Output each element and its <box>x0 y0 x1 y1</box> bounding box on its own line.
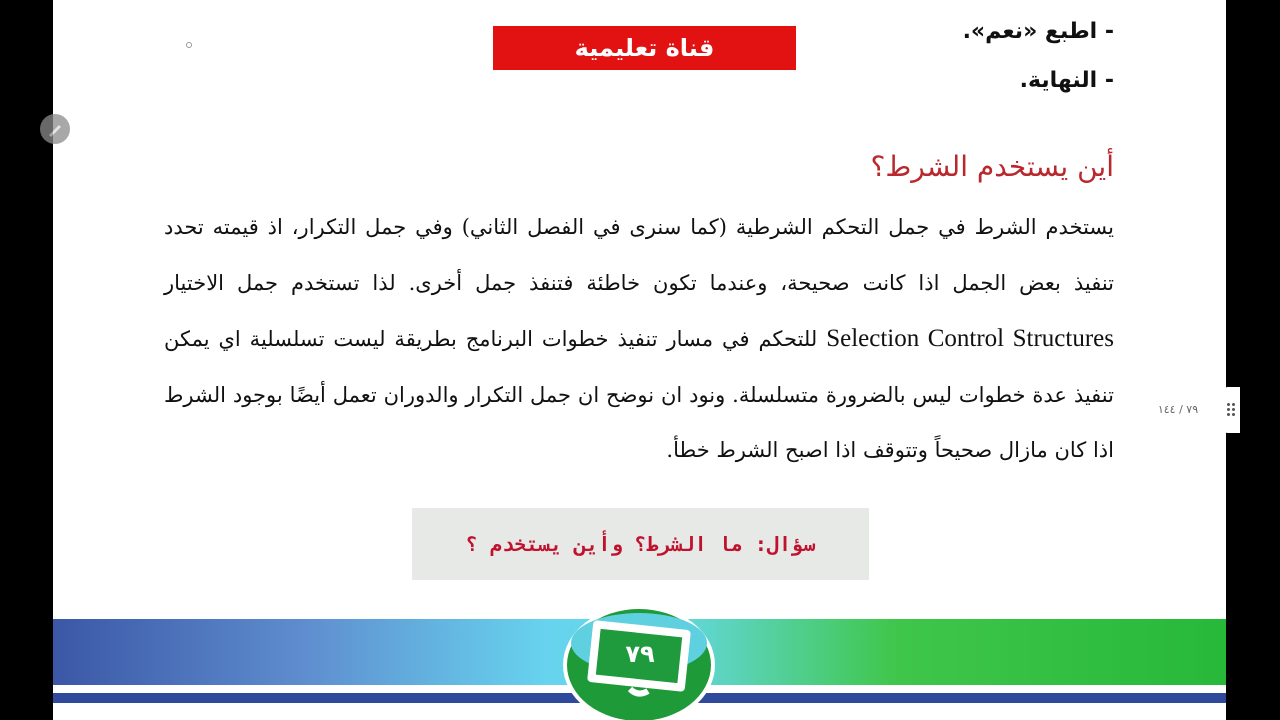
section-paragraph <box>164 200 1114 479</box>
step-print-yes: - اطبع «نعم». <box>962 19 1114 44</box>
question-box <box>412 508 869 580</box>
section-heading: أين يستخدم الشرط؟ <box>870 150 1114 183</box>
paragraph-part-2: للتحكم في مسار تنفيذ خطوات البرنامج بطريقة ليست تسلسلية اي يمكن تنفيذ عدة خطوات ليس بالضرورة متسلسلة. ونود ان نوضح ان جمل التكرار والدوران تعمل أيضًا بوجود الشرط اذا كان مازال صحيحاً وتتوقف اذا اصبح الشرط خطأ. <box>164 327 1114 462</box>
paragraph-part-1: يستخدم الشرط في جمل التحكم الشرطية (كما سنرى في الفصل الثاني) وفي جمل التكرار، اذ قيمته تحدد تنفيذ بعض الجمل اذا كانت صحيحة، وعندما تكون خاطئة فتنفذ جمل أخرى. لذا تستخدم جمل الاختيار <box>164 215 1114 295</box>
page-number: ٧٩ <box>625 640 655 668</box>
paragraph-english-term: Selection Control Structures <box>826 325 1114 352</box>
small-circle-mark <box>186 42 192 48</box>
step-end: - النهاية. <box>1019 68 1114 93</box>
pen-tool-button[interactable] <box>40 114 70 144</box>
document-page <box>53 0 1226 720</box>
pencil-icon <box>40 114 70 144</box>
channel-banner: قناة تعليمية <box>493 26 796 70</box>
page-indicator: ٧٩ / ١٤٤ <box>1153 398 1203 422</box>
question-text: سؤال: ما الشرط؟ وأين يستخدم ؟ <box>465 532 816 556</box>
drag-handle-icon[interactable] <box>1222 387 1240 433</box>
